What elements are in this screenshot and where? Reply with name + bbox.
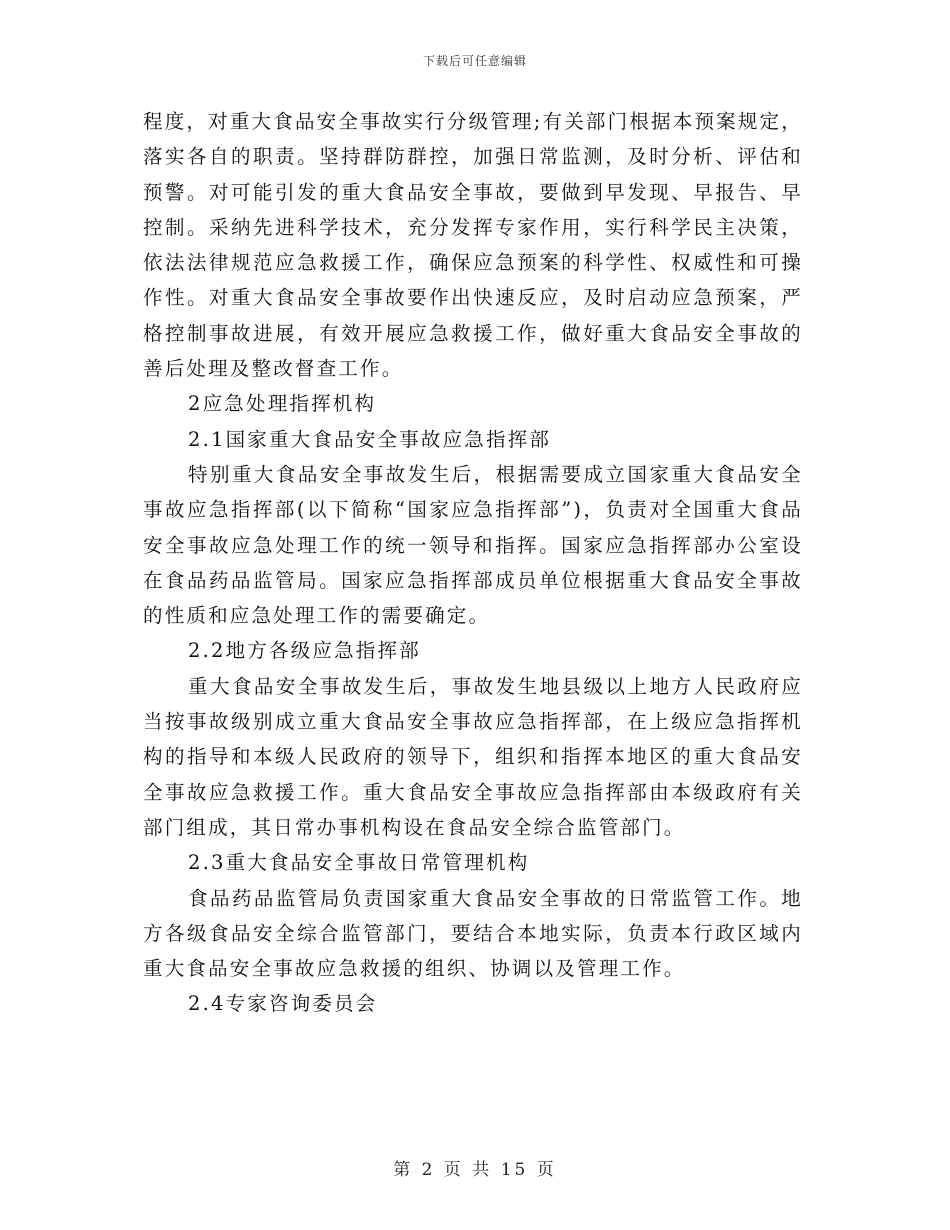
footer-suffix: 页 [536,1160,557,1180]
footer-middle: 页 共 [443,1160,493,1180]
section-2-1-paragraph: 特别重大食品安全事故发生后，根据需要成立国家重大食品安全事故应急指挥部(以下简称“国家应急指挥部”)，负责对全国重大食品安全事故应急处理工作的统一领导和指挥。国家应急指挥部办公室设在食品药品监管局。国家应急指挥部成员单位根据重大食品安全事故的性质和应急处理工作的需要确定。 [143,462,803,628]
section-2-4-heading: 2.4专家咨询委员会 [188,992,378,1016]
section-2-1-heading: 2.1国家重大食品安全事故应急指挥部 [188,427,552,451]
document-body [143,104,803,1022]
section-2-3-paragraph: 食品药品监管局负责国家重大食品安全事故的日常监管工作。地方各级食品安全综合监管部门，要结合本地实际，负责本行政区域内重大食品安全事故应急救援的组织、协调以及管理工作。 [143,886,803,981]
section-2-3-heading: 2.3重大食品安全事故日常管理机构 [188,851,530,875]
section-2-heading: 2应急处理指挥机构 [188,392,377,416]
section-2-2-heading: 2.2地方各级应急指挥部 [188,639,421,663]
page-header: 下载后可任意编辑 [422,54,527,68]
intro-paragraph: 程度，对重大食品安全事故实行分级管理;有关部门根据本预案规定，落实各自的职责。坚持群防群控，加强日常监测，及时分析、评估和预警。对可能引发的重大食品安全事故，要做到早发现、早报告、早控制。采纳先进科学技术，充分发挥专家作用，实行科学民主决策，依法法律规范应急救援工作，确保应急预案的科学性、权威性和可操作性。对重大食品安全事故要作出快速反应，及时启动应急预案，严格控制事故进展，有效开展应急救援工作，做好重大食品安全事故的善后处理及整改督查工作。 [143,110,803,381]
footer-total-pages: 15 [500,1160,529,1180]
page-footer [0,1155,950,1180]
footer-page-number: 2 [421,1160,436,1180]
section-2-2-paragraph: 重大食品安全事故发生后，事故发生地县级以上地方人民政府应当按事故级别成立重大食品安全事故应急指挥部，在上级应急指挥机构的指导和本级人民政府的领导下，组织和指挥本地区的重大食品安全事故应急救援工作。重大食品安全事故应急指挥部由本级政府有关部门组成，其日常办事机构设在食品安全综合监管部门。 [143,674,803,839]
footer-prefix: 第 [393,1160,414,1180]
